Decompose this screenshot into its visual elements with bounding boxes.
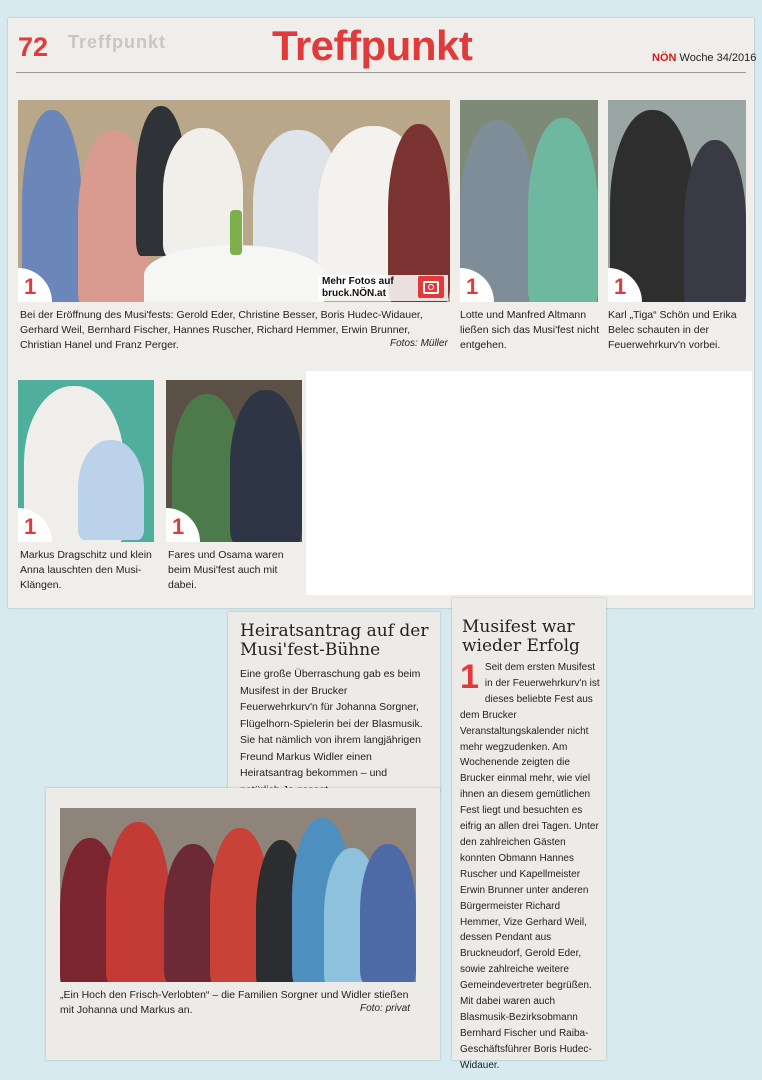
issue-info: [652, 52, 756, 64]
article-musifest-text: [460, 660, 600, 1074]
photo-caption-altmann: Lotte und Manfred Altmann ließen sich das Musi'fest nicht entgehen.: [460, 309, 600, 351]
page-number: 72: [18, 32, 49, 62]
camera-icon[interactable]: [418, 276, 444, 298]
article-proposal-headline: Heiratsantrag auf der Musi'fest-Bühne: [240, 621, 429, 660]
photo-credit-private: Foto: privat: [360, 1003, 411, 1014]
brand-name: NÖN: [652, 52, 677, 64]
photo-number-badge: 1: [608, 268, 642, 302]
section-title: Treffpunkt: [272, 22, 473, 69]
photo-number-badge: 1: [18, 268, 52, 302]
photo-fares-osama: [166, 380, 302, 542]
dropcap: 1: [460, 658, 479, 696]
issue-week: Woche 34/2016: [679, 52, 757, 64]
photo-number-badge: 1: [460, 268, 494, 302]
photo-caption-engagement: „Ein Hoch den Frisch-Verlobten“ – die Familien Sorgner und Widler stießen mit Johanna und Markus an.: [60, 989, 409, 1016]
photo-caption-dragschitz: Markus Dragschitz und klein Anna lauschten den Musi-Klängen.: [20, 549, 152, 591]
photo-schoen-belec: [608, 100, 746, 302]
photo-number-badge: 1: [18, 508, 52, 542]
more-photos-link[interactable]: Mehr Fotos auf bruck.NÖN.at: [318, 275, 448, 301]
photo-credit: Fotos: Müller: [390, 338, 448, 349]
photo-engagement-toast: [60, 808, 416, 982]
photo-number-badge: 1: [166, 508, 200, 542]
header-rule: [16, 72, 746, 73]
photo-caption-opening: Bei der Eröffnung des Musi'fests: Gerold Eder, Christine Besser, Boris Hudec-Widauer, Gerhard Weil, Bernhard Fischer, Hannes Ruscher, Richard Hemmer, Erwin Brunner, Christian Hanel und Franz Perger.: [20, 309, 423, 351]
photo-opening-group: [18, 100, 450, 302]
article-musifest-body: Seit dem ersten Musifest in der Feuerwehrkurv'n ist dieses beliebte Fest aus dem Brucker Veranstaltungskalender nicht mehr wegzudenken. Am Wochenende zeigten die Brucker einmal mehr, wie viel ihnen an diesem gemütlichen Fest liegt und besuchten es eifrig an allen drei Tagen. Unter den zahlreichen Gästen konnten Obmann Hannes Ruscher und Kapellmeister Erwin Brunner unter anderen Bürgermeister Richard Hemmer, Vize Gerhard Weil, dessen Pendant aus Bruckneudorf, Gerold Eder, sowie zahlreiche weitere Gemeindevertreter begrüßen. Mit dabei waren auch Blasmusik-Bezirksobmann Bernhard Fischer und Raiba-Geschäftsführer Boris Hudec-Widauer.: [460, 662, 600, 1071]
photo-dragschitz-anna: [18, 380, 154, 542]
photo-altmann-couple: [460, 100, 598, 302]
photo-caption-schoen: Karl „Tiga“ Schön und Erika Belec schauten in der Feuerwehrkurv'n vorbei.: [608, 309, 737, 351]
redacted-area: [306, 371, 752, 595]
article-musifest-headline: Musifest war wieder Erfolg: [462, 617, 580, 656]
show-through-text: Treffpunkt: [68, 32, 166, 52]
photo-caption-fares: Fares und Osama waren beim Musi'fest auch mit dabei.: [168, 549, 284, 591]
article-proposal-body: Eine große Überraschung gab es beim Musifest in der Brucker Feuerwehrkurv'n für Johanna Sorgner, Flügelhorn-Spielerin bei der Blasmusik. Sie hat nämlich von ihrem langjährigen Freund Markus Widler einen Heiratsantrag bekommen – und: [240, 668, 423, 779]
